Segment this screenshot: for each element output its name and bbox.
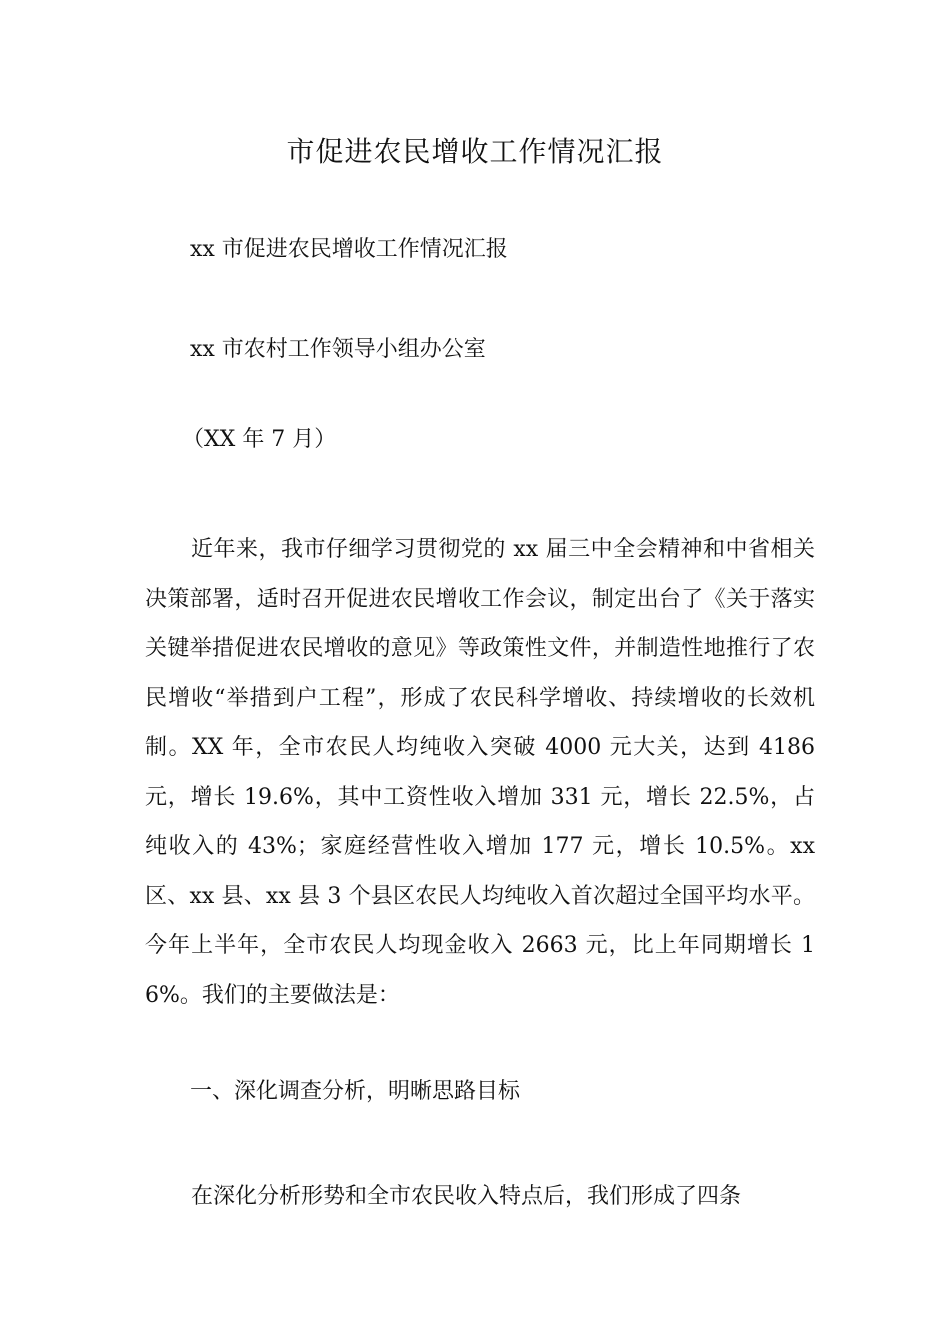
document-issuer: xx 市农村工作领导小组办公室 (190, 337, 486, 362)
body-paragraph-section-1: 在深化分析形势和全市农民收入特点后，我们形成了四条 (191, 1184, 742, 1209)
body-paragraph-intro: 近年来，我市仔细学习贯彻党的 xx 届三中全会精神和中省相关决策部署，适时召开促进农民增收工作会议，制定出台了《关于落实关键举措促进农民增收的意见》等政策性文件，并制造性地推行了农民增收“举措到户工程”，形成了农民科学增收、持续增收的长效机制。XX 年，全市农民人均纯收入突破 4000 元大关，达到 4186 元，增长 19.6%，其中工资性收入增加 331 元，增长 22.5%，占纯收入的 43%；家庭经营性收入增加 177 元，增长 10.5%。xx 区、xx 县、xx 县 3 个县区农民人均纯收入首次超过全国平均水平。今年上半年，全市农民人均现金收入 2663 元，比上年同期增长 16%。我们的主要做法是： (145, 537, 815, 1008)
document-title: 市促进农民增收工作情况汇报 (286, 135, 664, 168)
section-heading: 一、深化调查分析，明晰思路目标 (190, 1079, 521, 1104)
document-date: （XX 年 7 月） (182, 427, 337, 452)
document-subtitle: xx 市促进农民增收工作情况汇报 (190, 237, 508, 262)
